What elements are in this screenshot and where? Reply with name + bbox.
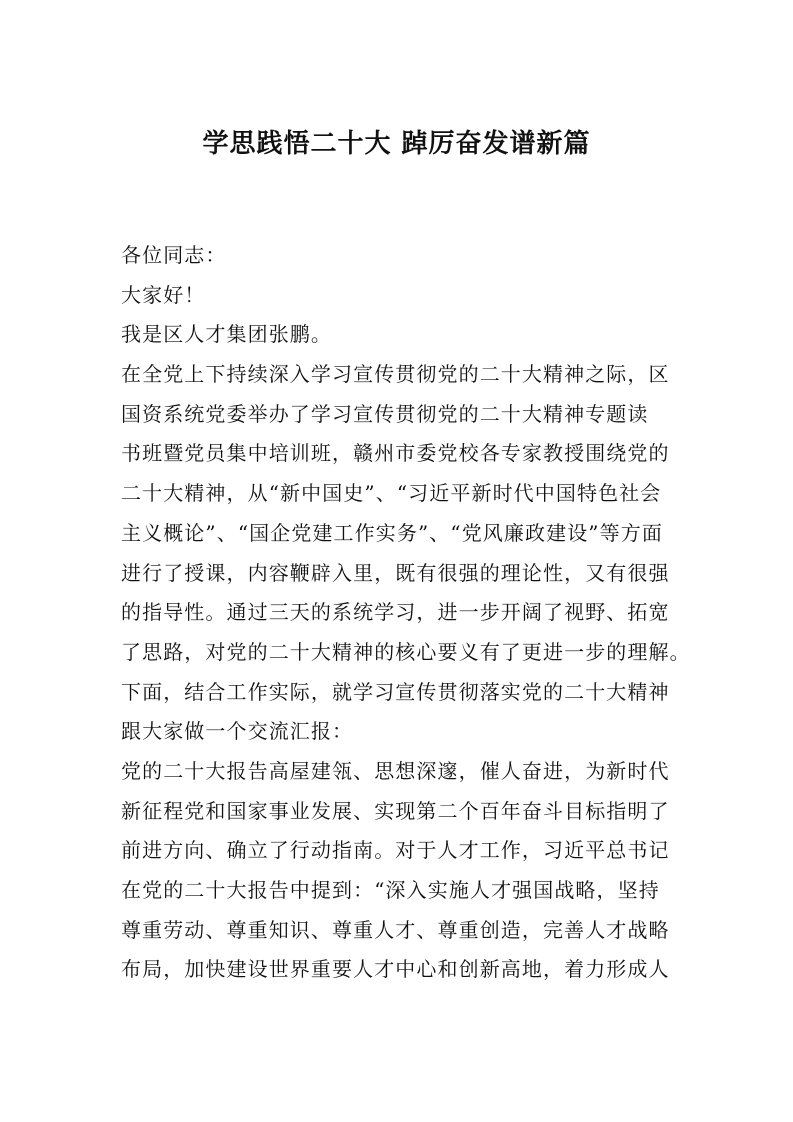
- body-line: 跟大家做一个交流汇报：: [121, 719, 354, 744]
- body-line: 布局，加快建设世界重要人才中心和创新高地，着力形成人: [121, 957, 670, 982]
- body-line: 党的二十大报告高屋建瓴、思想深邃，催人奋进，为新时代: [121, 758, 670, 783]
- body-line: 书班暨党员集中培训班，赣州市委党校各专家教授围绕党的: [121, 441, 670, 466]
- body-line: 前进方向、确立了行动指南。对于人才工作，习近平总书记: [121, 838, 670, 863]
- body-line: 下面，结合工作实际，就学习宣传贯彻落实党的二十大精神: [121, 679, 670, 704]
- body-line: 在全党上下持续深入学习宣传贯彻党的二十大精神之际，区: [121, 362, 670, 387]
- body-line: 的指导性。通过三天的系统学习，进一步开阔了视野、拓宽: [121, 600, 670, 625]
- body-line: 在党的二十大报告中提到：“深入实施人才强国战略，坚持: [121, 878, 660, 902]
- body-line: 主义概论”、“国企党建工作实务”、“党风廉政建设”等方面: [121, 520, 663, 545]
- document-title: 学思践悟二十大 踔厉奋发谱新篇: [202, 129, 591, 159]
- salutation-line: 大家好！: [121, 282, 206, 307]
- document-body: [121, 236, 691, 990]
- greeting-line: 各位同志：: [121, 243, 227, 267]
- speaker-intro-line: 我是区人才集团张鹏。: [121, 322, 332, 347]
- body-line: 国资系统党委举办了学习宣传贯彻党的二十大精神专题读: [121, 401, 649, 426]
- body-line: 尊重劳动、尊重知识、尊重人才、尊重创造，完善人才战略: [121, 917, 670, 942]
- body-line: 二十大精神，从“新中国史”、“习近平新时代中国特色社会: [121, 481, 662, 506]
- body-line: 了思路，对党的二十大精神的核心要义有了更进一步的理解。: [121, 639, 691, 664]
- body-line: 新征程党和国家事业发展、实现第二个百年奋斗目标指明了: [121, 798, 670, 823]
- body-line: 进行了授课，内容鞭辟入里，既有很强的理论性，又有很强: [121, 560, 670, 585]
